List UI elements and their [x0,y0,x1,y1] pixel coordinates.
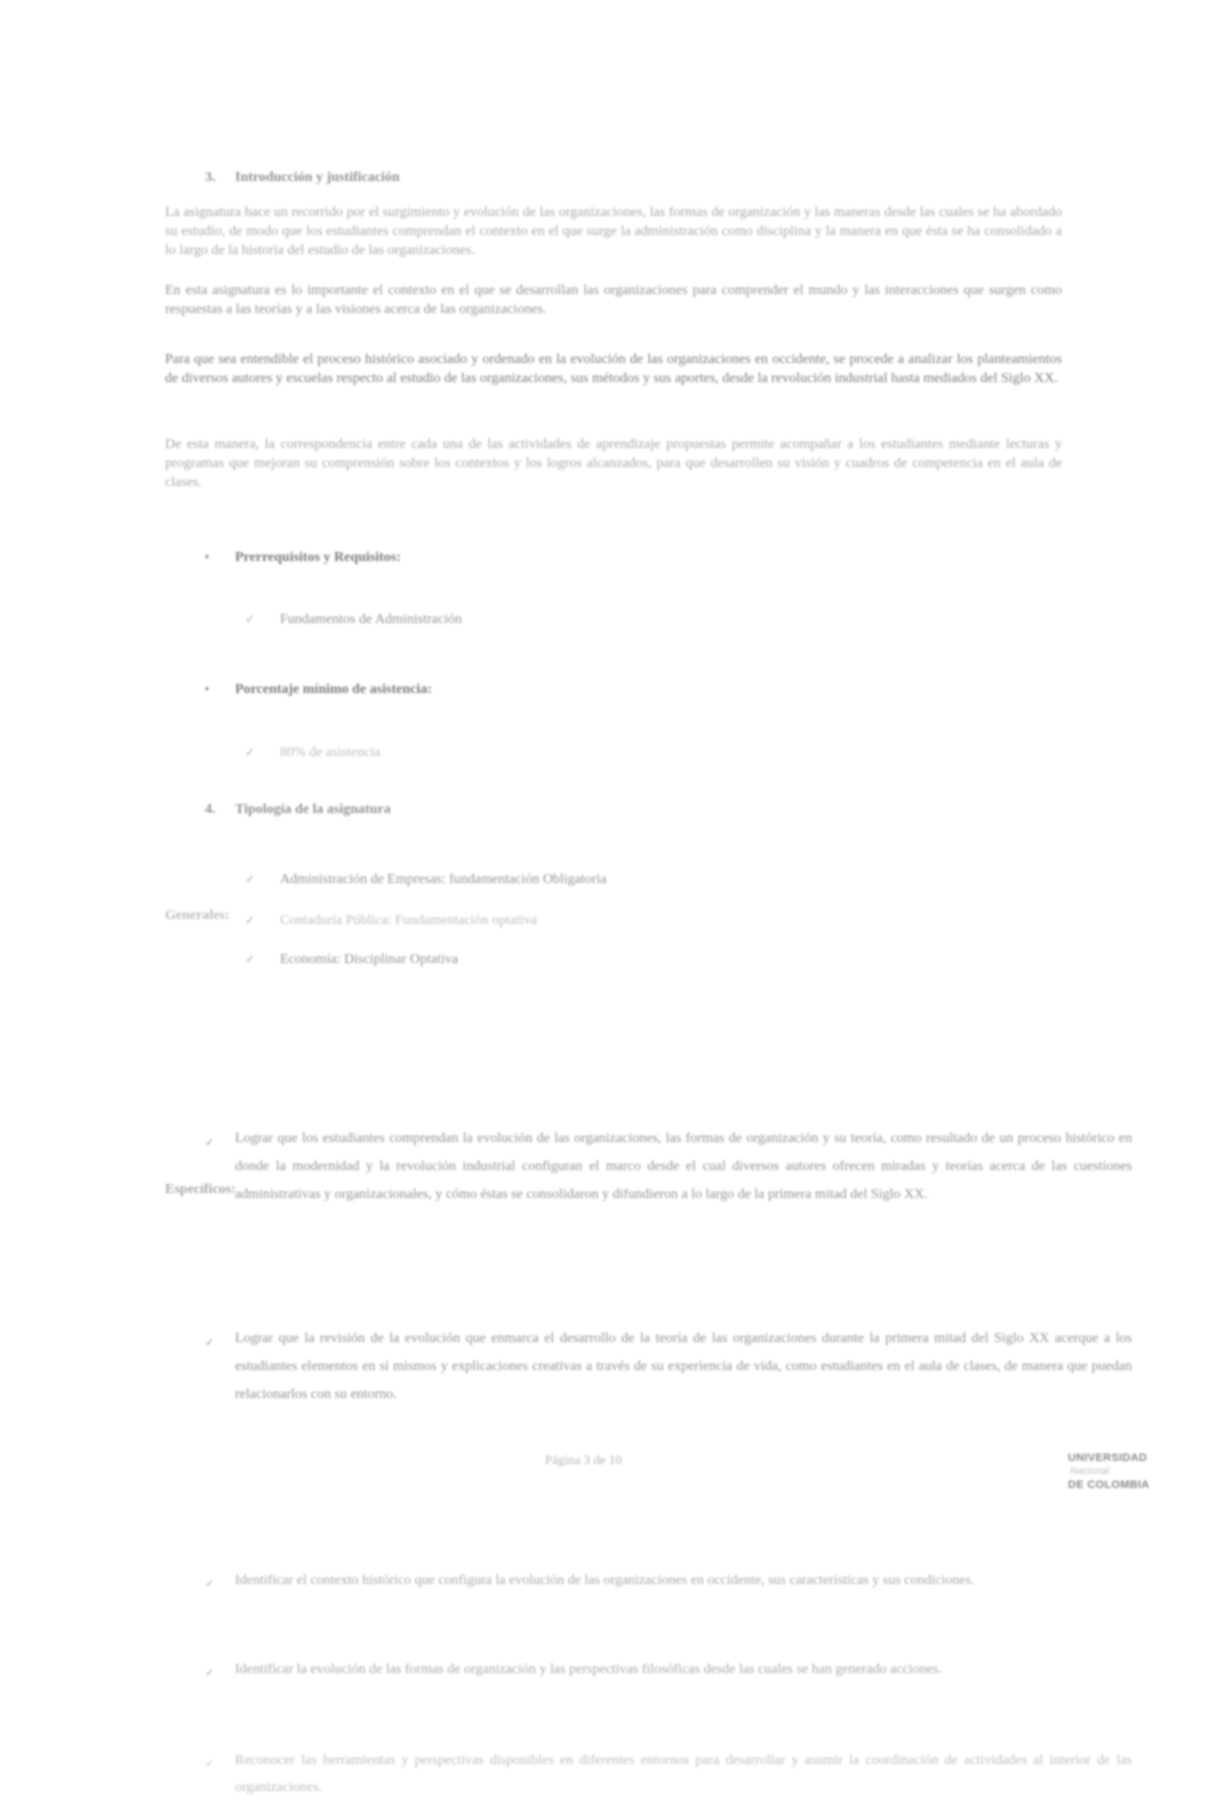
check-icon: ✓ [245,913,256,927]
prerrequisitos-label: Prerrequisitos y Requisitos: [235,550,401,565]
fundamentos-label: Fundamentos de Administración [280,612,462,627]
section-number: 3. [205,170,216,185]
check-icon: ✓ [245,952,256,966]
tipologia-title: Tipología de la asignatura [235,802,391,817]
section-number: 4. [205,802,216,817]
objetivo-general [165,1325,1132,1409]
especificos-label: Específicos: [165,1182,236,1197]
square-bullet-icon: ▪ [205,551,209,563]
tipologia-item-label: Administración de Empresas: fundamentación Obligatoria [280,872,607,887]
objetivo-especifico-text: Identificar la evolución de las formas de organización y las perspectivas filosóficas desde las cuales se han generado acciones. [235,1662,942,1677]
check-icon: ✓ [245,612,256,626]
check-icon: ✓ [205,1337,215,1349]
generales-label: Generales: [165,908,230,923]
sub-item-fundamentos [165,610,1177,629]
paragraph-4: De esta manera, la correspondencia entre cada una de las actividades de aprendizaje propuestas permite acompañar a los estudiantes mediante lecturas y programas que mejoran su comprensión sobre los contextos y los logros alcanzados, para que desarrollen su visión y cuadros de competencia en el aula de clases. [165,437,1062,490]
tipologia-item-label: Economía: Disciplinar Optativa [280,952,459,967]
check-icon: ✓ [205,1667,215,1679]
sub-item-asistencia-pct [165,743,1177,762]
objetivo-general-text: Lograr que los estudiantes comprendan la evolución de las organizaciones, las formas de organización y su teoría, como resultado de un proceso histórico en donde la modernidad y la revolución industrial configuran el marco desde el cual diversos autores ofrecen miradas y teorías acerca de las cuestiones administrativas y organizacionales, y cómo éstas se consolidaron y difundieron a lo largo de la primera mitad del Siglo XX. [235,1131,1132,1202]
check-icon: ✓ [245,745,256,759]
list-item-asistencia [165,680,1132,699]
objetivo-especifico [165,1747,1132,1801]
objetivo-especifico-text: Identificar el contexto histórico que configura la evolución de las organizaciones en occidente, sus características y sus condiciones. [235,1573,975,1588]
section-heading-introduccion [165,168,1132,188]
check-icon: ✓ [205,1578,215,1590]
tipologia-item [165,950,1177,969]
paragraph-3: Para que sea entendible el proceso histórico asociado y ordenado en la evolución de las organizaciones en occidente, se procede a analizar los planteamientos de diversos autores y escuelas respecto al estudio de las organizaciones, sus métodos y sus aportes, desde la revolución industrial hasta mediados del Siglo XX. [165,352,1062,386]
paragraph-2: En esta asignatura es lo importante el contexto en el que se desarrollan las organizaciones para comprender el mundo y las interacciones que surgen como respuestas a las teorías y a las visiones acerca de las organizaciones. [165,283,1062,317]
tipologia-item-label: Contaduría Pública: Fundamentación optativa [280,913,537,928]
logo-line-universidad: UNIVERSIDAD [1068,1452,1148,1464]
objetivo-especifico [165,1656,1132,1683]
university-logo [1068,1453,1164,1491]
objetivo-general-text: Lograr que la revisión de la evolución que enmarca el desarrollo de la teoría de las organizaciones durante la primera mitad del Siglo XX acerque a los estudiantes elementos en sí mismos y explicaciones creativas a través de su experiencia de vida, como estudiantes en el aula de clases, de manera que puedan relacionarlos con su entorno. [235,1331,1132,1402]
check-icon: ✓ [205,1758,215,1770]
logo-line-de-colombia: DE COLOMBIA [1068,1479,1150,1491]
objetivo-especifico [165,1567,1132,1594]
logo-line-nacional: Nacional [1070,1466,1109,1477]
asistencia-label: Porcentaje mínimo de asistencia: [235,682,432,697]
tipologia-item [165,870,1177,889]
list-item-prerrequisitos [165,548,1132,567]
objetivo-especifico-text: Reconocer las herramientas y perspectivas disponibles en diferentes entornos para desarrollar y asumir la coordinación de actividades al interior de las organizaciones. [235,1753,1132,1795]
page-number: Página 3 de 10 [545,1452,622,1467]
square-bullet-icon: ▪ [205,683,209,695]
section-heading-tipologia [165,800,1132,820]
asistencia-pct-label: 80% de asistencia [280,745,381,760]
check-icon: ✓ [245,872,256,886]
section-title: Introducción y justificación [235,170,400,185]
check-icon: ✓ [205,1137,215,1149]
paragraph-1: La asignatura hace un recorrido por el surgimiento y evolución de las organizaciones, las formas de organización y las maneras desde las cuales se ha abordado su estudio, de modo que los estudiantes comprendan el contexto en el que surge la administración como disciplina y la manera en que ésta se ha consolidado a lo largo de la historia del estudio de las organizaciones. [165,205,1062,258]
